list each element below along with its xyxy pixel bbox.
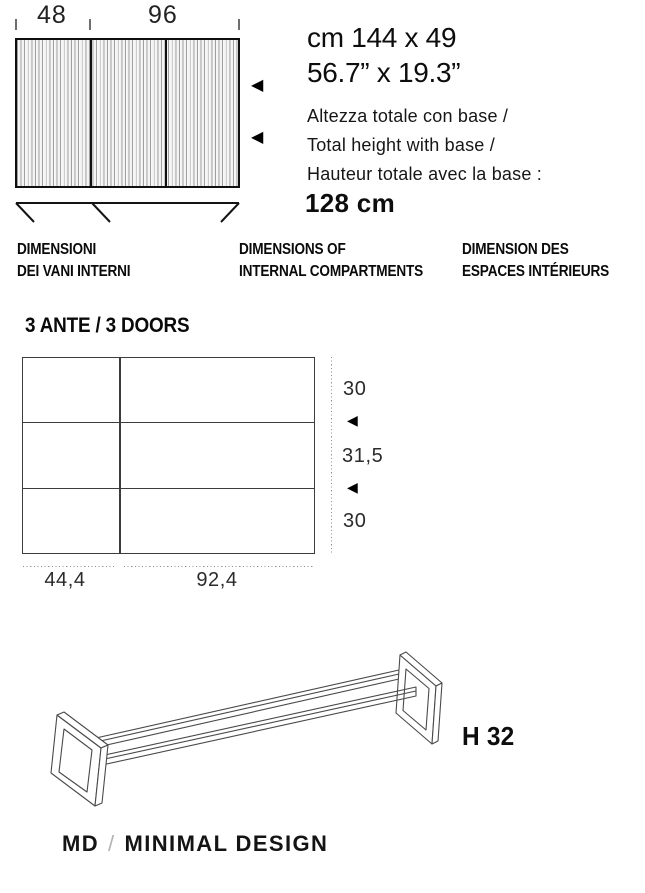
caption-line: DIMENSION DES xyxy=(462,241,569,258)
door-swing-indicator-icon xyxy=(15,200,240,226)
compartment-grid-horizontal-divider xyxy=(23,422,314,424)
height-note-english: Total height with base / xyxy=(307,135,495,155)
caption-french xyxy=(462,239,609,283)
cabinet-divider xyxy=(165,40,168,186)
caption-line: DIMENSIONS OF xyxy=(239,241,346,258)
total-height-value: 128 cm xyxy=(305,188,395,218)
cabinet-divider xyxy=(90,40,93,186)
brand-logo xyxy=(62,831,328,857)
brand-name: MINIMAL DESIGN xyxy=(124,831,329,856)
vertical-extension-line xyxy=(331,357,332,555)
caption-line: INTERNAL COMPARTMENTS xyxy=(239,263,424,280)
horizontal-extension-line xyxy=(124,566,314,567)
doors-section-title: 3 ANTE / 3 DOORS xyxy=(25,314,190,337)
shelf-arrow-icon: ◀ xyxy=(347,412,358,428)
width-dim-96: 96 xyxy=(148,1,178,29)
horizontal-extension-line xyxy=(23,566,116,567)
base-height-label: H 32 xyxy=(462,721,515,751)
brand-separator: / xyxy=(108,831,116,856)
size-imperial: 56.7” x 19.3” xyxy=(307,57,461,88)
dimension-tick xyxy=(89,19,91,30)
compartment-grid-horizontal-divider xyxy=(23,488,314,490)
compartment-width-left: 44,4 xyxy=(44,569,86,591)
size-metric: cm 144 x 49 xyxy=(307,22,457,53)
compartment-grid xyxy=(22,357,315,554)
dimension-tick xyxy=(15,19,17,30)
width-dim-48: 48 xyxy=(37,1,67,29)
compartment-width-right: 92,4 xyxy=(196,569,238,591)
caption-line: DEI VANI INTERNI xyxy=(17,263,131,280)
caption-english xyxy=(239,239,423,283)
compartment-grid-vertical-divider xyxy=(119,358,121,553)
caption-italian xyxy=(17,239,130,283)
brand-short: MD xyxy=(62,831,100,856)
caption-line: ESPACES INTÉRIEURS xyxy=(462,263,610,280)
base-frame-drawing xyxy=(40,645,460,820)
compartment-height-middle: 31,5 xyxy=(342,445,384,467)
caption-line: DIMENSIONI xyxy=(17,241,97,258)
depth-arrow-icon: ◀ xyxy=(251,129,264,146)
total-height-notes xyxy=(307,102,542,189)
compartment-height-bottom: 30 xyxy=(343,510,367,532)
depth-arrow-icon: ◀ xyxy=(251,77,264,94)
height-note-italian: Altezza totale con base / xyxy=(307,106,509,126)
compartment-height-top: 30 xyxy=(343,378,367,400)
cabinet-top-view xyxy=(15,38,240,188)
shelf-arrow-icon: ◀ xyxy=(347,479,358,495)
height-note-french: Hauteur totale avec la base : xyxy=(307,164,542,184)
dimension-tick xyxy=(238,19,240,30)
